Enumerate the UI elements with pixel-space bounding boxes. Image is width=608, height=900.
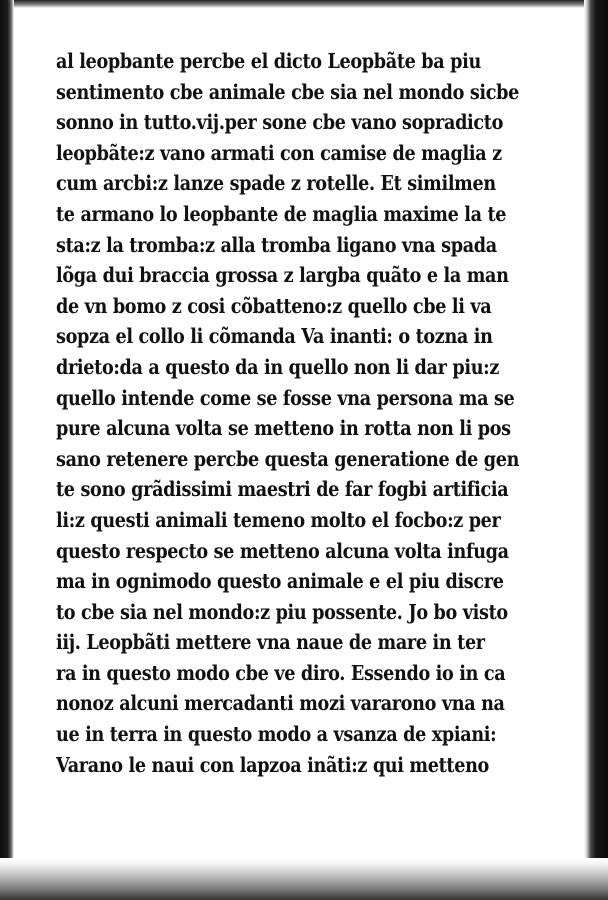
body-text	[56, 46, 548, 780]
text-line-7: sta:z la tromba:z alla tromba ligano vna spada	[56, 232, 497, 257]
text-line-12: quello intende come se fosse vna persona ma se	[56, 385, 515, 410]
text-line-20: iij. Leopbãti mettere vna naue de mare in ter	[56, 630, 485, 655]
text-line-4: leopbãte:z vano armati con camise de maglia z	[56, 140, 502, 165]
text-line-13: pure alcuna volta se metteno in rotta non li pos	[56, 416, 511, 441]
text-line-22: nonoz alcuni mercadanti mozi vararono vna na	[56, 691, 505, 716]
text-line-19: to cbe sia nel mondo:z piu possente. Jo bo visto	[56, 599, 508, 624]
text-line-8: lõga dui braccia grossa z largba quãto e la man	[56, 263, 509, 288]
scan-border-bottom	[0, 858, 608, 900]
text-line-15: te sono grãdissimi maestri de far fogbi artificia	[56, 477, 509, 502]
text-line-23: ue in terra in questo modo a vsanza de xpiani:	[56, 722, 497, 747]
text-line-1: al leopbante percbe el dicto Leopbãte ba piu	[56, 49, 481, 73]
text-line-16: li:z questi animali temeno molto el focbo:z per	[56, 507, 501, 532]
text-line-6: te armano lo leopbante de maglia maxime la te	[56, 201, 507, 226]
text-line-18: ma in ognimodo questo animale e el piu discre	[56, 569, 504, 594]
text-line-3: sonno in tutto.vij.per sone cbe vano sopradicto	[56, 110, 504, 135]
text-line-17: questo respecto se metteno alcuna volta infuga	[56, 538, 509, 563]
text-line-2: sentimento cbe animale cbe sia nel mondo sicbe	[56, 79, 520, 104]
scan-border-right	[584, 0, 608, 900]
text-line-5: cum arcbi:z lanze spade z rotelle. Et similmen	[56, 171, 496, 196]
text-line-9: de vn bomo z cosi cõbatteno:z quello cbe li va	[56, 293, 492, 318]
text-line-11: drieto:da a questo da in quello non li dar piu:z	[56, 354, 500, 379]
text-line-24: Varano le naui con lapzoa inãti:z qui metteno	[56, 752, 489, 777]
text-line-10: sopza el collo li cõmanda Va inanti: o tozna in	[56, 324, 493, 349]
scan-border-top	[0, 0, 608, 8]
scan-border-left	[0, 0, 14, 900]
text-line-21: ra in questo modo cbe ve diro. Essendo io in ca	[56, 660, 506, 685]
text-line-14: sano retenere percbe questa generatione de gen	[56, 446, 520, 471]
